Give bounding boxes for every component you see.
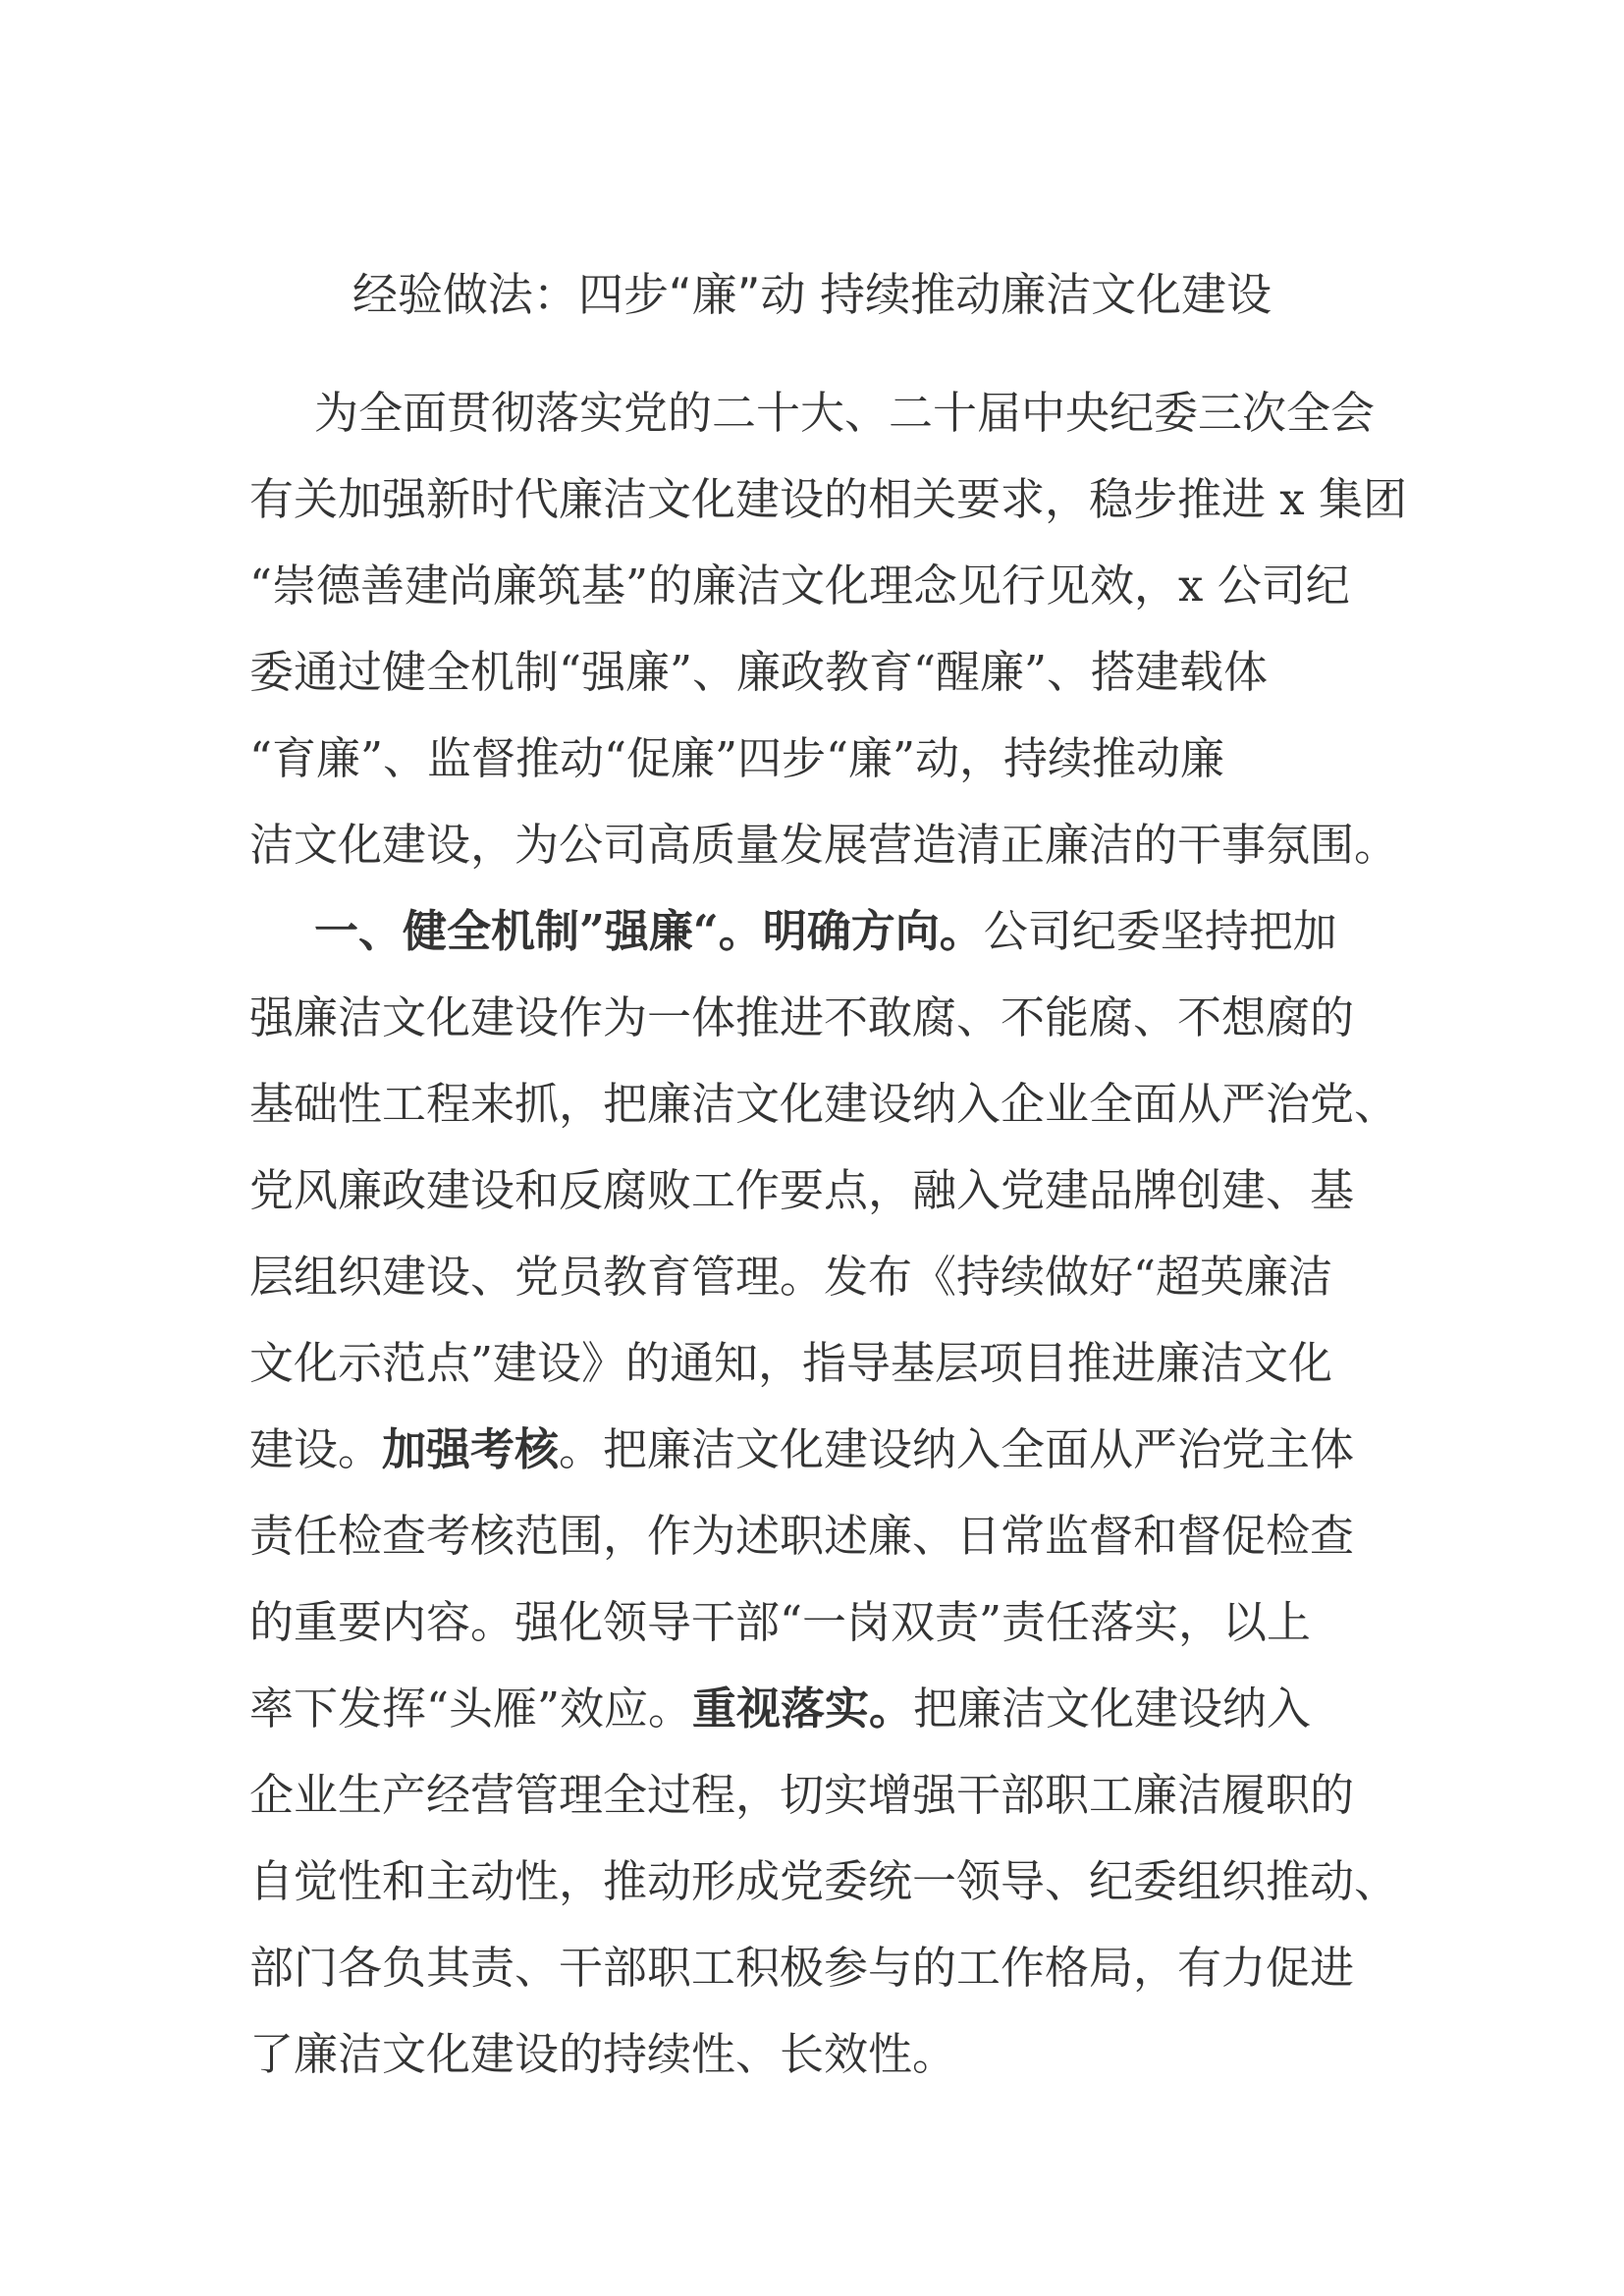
- paragraph-line: [249, 1666, 1375, 1752]
- paragraph-line: 委通过健全机制“强廉”、廉政教育“醒廉”、搭建载体: [249, 646, 1269, 698]
- paragraph-line: 的重要内容。强化领导干部“一岗双责”责任落实，以上: [249, 1596, 1312, 1648]
- line-text: 率下发挥“头雁”效应。: [249, 1682, 693, 1735]
- paragraph-line: 为全面贯彻落实党的二十大、二十届中央纪委三次全会: [314, 387, 1376, 439]
- paragraph-line: 责任检查考核范围，作为述职述廉、日常监督和督促检查: [249, 1510, 1355, 1562]
- section-heading: 一、健全机制”强廉“。: [314, 905, 763, 957]
- document-body: [249, 370, 1407, 2098]
- paragraph-line: 基础性工程来抓，把廉洁文化建设纳入企业全面从严治党、: [249, 1078, 1399, 1130]
- paragraph-line: 企业生产经营管理全过程，切实增强干部职工廉洁履职的: [249, 1769, 1355, 1821]
- bold-phrase-direction: 明确方向。: [762, 905, 984, 957]
- paragraph-line: 了廉洁文化建设的持续性、长效性。: [249, 2028, 957, 2080]
- paragraph-line: 党风廉政建设和反腐败工作要点，融入党建品牌创建、基: [249, 1164, 1355, 1216]
- line-text: 把廉洁文化建设纳入: [913, 1682, 1312, 1735]
- paragraph-line: 自觉性和主动性，推动形成党委统一领导、纪委组织推动、: [249, 1855, 1399, 1907]
- bold-phrase-implementation: 重视落实。: [692, 1682, 914, 1735]
- paragraph-line: [249, 1407, 1375, 1493]
- paragraph-line: “育廉”、监督推动“促廉”四步“廉”动，持续推动廉: [249, 732, 1225, 784]
- line-text: 。把廉洁文化建设纳入全面从严治党主体: [559, 1423, 1355, 1475]
- paragraph-line: 部门各负其责、干部职工积极参与的工作格局，有力促进: [249, 1942, 1355, 1994]
- paragraph-line: 有关加强新时代廉洁文化建设的相关要求，稳步推进 x 集团: [249, 473, 1407, 525]
- section-first-line: [249, 888, 1375, 975]
- line-text: 公司纪委坚持把加: [983, 905, 1337, 957]
- document-title: 经验做法：四步“廉”动 持续推动廉洁文化建设: [352, 268, 1272, 321]
- paragraph-line: 强廉洁文化建设作为一体推进不敢腐、不能腐、不想腐的: [249, 991, 1355, 1043]
- paragraph-intro: [249, 370, 1407, 888]
- paragraph-line: 文化示范点”建设》的通知，指导基层项目推进廉洁文化: [249, 1337, 1333, 1389]
- bold-phrase-assessment: 加强考核: [382, 1423, 560, 1475]
- paragraph-line: “崇德善建尚廉筑基”的廉洁文化理念见行见效，x 公司纪: [249, 560, 1350, 612]
- section-mechanism: [249, 888, 1399, 2098]
- paragraph-line: 洁文化建设，为公司高质量发展营造清正廉洁的干事氛围。: [249, 819, 1399, 871]
- line-text: 建设。: [249, 1423, 383, 1475]
- paragraph-line: 层组织建设、党员教育管理。发布《持续做好“超英廉洁: [249, 1251, 1333, 1303]
